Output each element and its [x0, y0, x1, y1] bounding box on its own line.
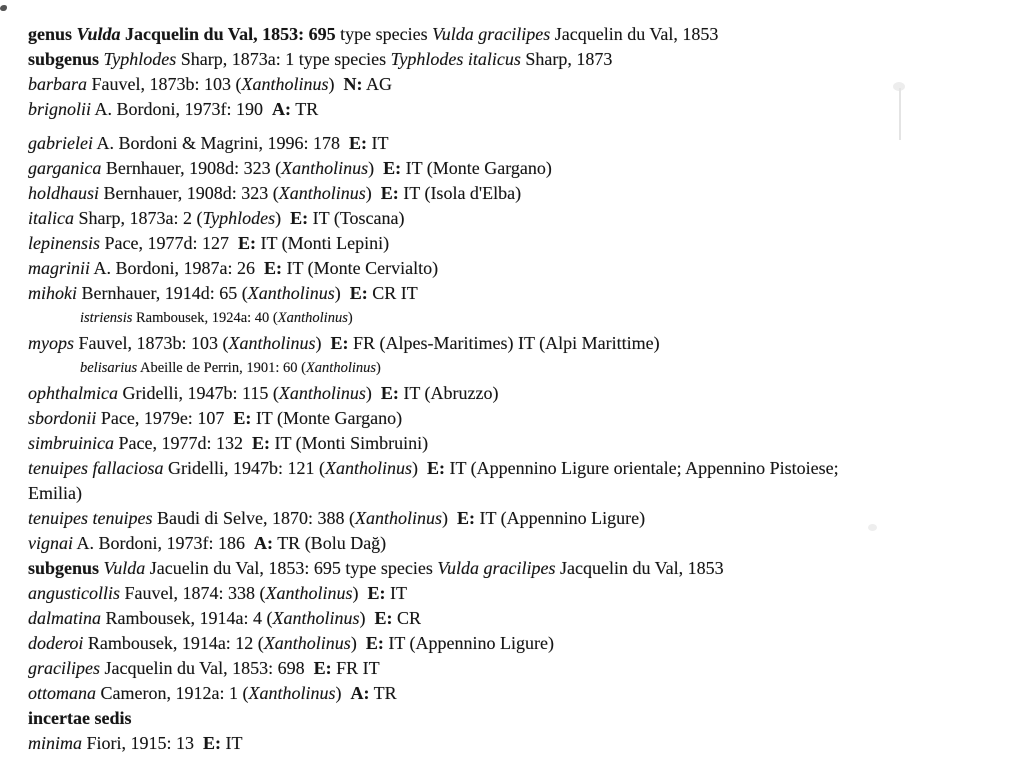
text-run: istriensis	[80, 310, 133, 326]
text-run: E:	[290, 208, 309, 228]
text-run: ottomana	[28, 683, 97, 703]
text-run: E:	[380, 183, 399, 203]
text-run: )	[350, 633, 366, 653]
text-run: magrinii	[28, 258, 91, 278]
text-run: Fauvel, 1873b: 103 (	[87, 74, 242, 94]
text-run: E:	[264, 258, 283, 278]
text-run: dalmatina	[28, 608, 102, 628]
text-run: )	[376, 360, 381, 376]
text-run: Pace, 1977d: 127	[100, 233, 238, 253]
text-run: TR (Bolu Dağ)	[273, 533, 387, 553]
text-run: tenuipes tenuipes	[28, 508, 153, 528]
text-run: angusticollis	[28, 583, 121, 603]
text-run: italica	[28, 208, 74, 228]
taxon-line-18	[28, 456, 1022, 481]
text-run: E:	[383, 158, 402, 178]
taxon-line-3	[28, 72, 1022, 97]
text-run: Typhlodes	[103, 49, 177, 69]
text-run: Fauvel, 1873b: 103 (	[74, 333, 229, 353]
text-run: Fauvel, 1874: 338 (	[120, 583, 266, 603]
text-run: IT (Monte Gargano)	[251, 408, 403, 428]
text-run: IT (Appennino Ligure orientale; Appennino Pistoiese;	[444, 458, 839, 478]
taxon-list	[28, 22, 1022, 756]
text-run: type species	[340, 24, 433, 44]
text-run: IT (Toscana)	[308, 208, 405, 228]
text-run: Rambousek, 1924a: 40 (	[132, 310, 278, 326]
text-run: Jacquelin du Val, 1853: 695	[120, 24, 341, 44]
text-run: E:	[367, 583, 386, 603]
text-run: Vulda	[103, 558, 146, 578]
text-run: Xantholinus	[277, 310, 348, 326]
text-run: subgenus	[28, 49, 104, 69]
text-run: mihoki	[28, 283, 77, 303]
text-run: E:	[330, 333, 349, 353]
text-run: Vulda	[76, 24, 121, 44]
document-page	[28, 22, 1022, 756]
text-run: )	[441, 508, 457, 528]
text-run: )	[365, 183, 381, 203]
text-run: Xantholinus	[241, 74, 329, 94]
text-run: Xantholinus	[248, 683, 336, 703]
text-run: )	[275, 208, 291, 228]
text-run: Cameron, 1912a: 1 (	[96, 683, 249, 703]
text-run: Xantholinus	[272, 608, 360, 628]
text-run: )	[352, 583, 368, 603]
text-run: IT (Appennino Ligure)	[383, 633, 554, 653]
text-run: Sharp, 1873	[520, 49, 613, 69]
text-run: Vulda gracilipes	[437, 558, 556, 578]
taxon-line-6	[28, 156, 1022, 181]
text-run: )	[328, 74, 344, 94]
text-run: CR IT	[367, 283, 418, 303]
text-run: Fiori, 1915: 13	[82, 733, 204, 753]
text-run: Jacquelin du Val, 1853: 698	[100, 658, 314, 678]
text-run: Bernhauer, 1908d: 323 (	[99, 183, 279, 203]
text-run: Sharp, 1873a: 2 (	[74, 208, 203, 228]
text-run: brignolii	[28, 99, 92, 119]
text-run: E:	[380, 383, 399, 403]
taxon-line-21	[28, 531, 1022, 556]
text-run: E:	[237, 233, 256, 253]
text-run: TR	[291, 99, 319, 119]
text-run: subgenus	[28, 558, 104, 578]
text-run: garganica	[28, 158, 102, 178]
text-run: A:	[254, 533, 274, 553]
taxon-line-2	[28, 47, 1022, 72]
text-run: AG	[362, 74, 393, 94]
taxon-line-24	[28, 606, 1022, 631]
text-run: Xantholinus	[247, 283, 335, 303]
text-run: Rambousek, 1914a: 12 (	[83, 633, 264, 653]
text-run: Jacuelin du Val, 1853: 695 type species	[145, 558, 438, 578]
taxon-line-4	[28, 97, 1022, 122]
taxon-line-12	[28, 306, 1022, 331]
text-run: Xantholinus	[263, 633, 351, 653]
text-run: IT (Appennino Ligure)	[474, 508, 646, 528]
text-run: )	[315, 333, 331, 353]
text-run: Bernhauer, 1914d: 65 (	[77, 283, 248, 303]
text-run: Xantholinus	[278, 383, 366, 403]
text-run: minima	[28, 733, 82, 753]
text-run: E:	[203, 733, 222, 753]
text-run: IT (Isola d'Elba)	[398, 183, 522, 203]
text-run: E:	[374, 608, 393, 628]
text-run: )	[347, 310, 353, 326]
text-run: Jacquelin du Val, 1853	[555, 558, 724, 578]
text-run: Vulda gracilipes	[432, 24, 551, 44]
text-run: E:	[233, 408, 252, 428]
text-run: Rambousek, 1914a: 4 (	[101, 608, 273, 628]
taxon-line-10	[28, 256, 1022, 281]
taxon-line-17	[28, 431, 1022, 456]
text-run: E:	[252, 433, 270, 453]
taxon-line-29	[28, 731, 1022, 756]
text-run: Xantholinus	[228, 333, 316, 353]
text-run: sbordonii	[28, 408, 97, 428]
text-run: )	[365, 383, 381, 403]
text-run: E:	[456, 508, 475, 528]
text-run: A:	[350, 683, 370, 703]
text-run: myops	[28, 333, 74, 353]
text-run: Typhlodes	[202, 208, 276, 228]
scan-speck-icon	[0, 5, 7, 11]
taxon-line-19	[28, 481, 1022, 506]
text-run: N:	[343, 74, 363, 94]
text-run: Jacquelin du Val, 1853	[550, 24, 719, 44]
text-run: lepinensis	[28, 233, 100, 253]
taxon-line-5	[28, 131, 1022, 156]
text-run: FR IT	[331, 658, 380, 678]
text-run: Xantholinus	[265, 583, 353, 603]
text-run: E:	[349, 283, 368, 303]
text-run: Typhlodes italicus	[390, 49, 521, 69]
text-run: IT (Monti Simbruini)	[270, 433, 429, 453]
text-run: holdhausi	[28, 183, 100, 203]
text-run: Abeille de Perrin, 1901: 60 (	[137, 360, 306, 376]
text-run: Gridelli, 1947b: 115 (	[118, 383, 279, 403]
taxon-line-13	[28, 331, 1022, 356]
text-run: )	[411, 458, 427, 478]
taxon-line-15	[28, 381, 1022, 406]
text-run: genus	[28, 24, 77, 44]
text-run: Bernhauer, 1908d: 323 (	[101, 158, 282, 178]
text-run: )	[359, 608, 375, 628]
text-run: Pace, 1979e: 107	[96, 408, 234, 428]
text-run: doderoi	[28, 633, 84, 653]
text-run: barbara	[28, 74, 88, 94]
text-run: incertae sedis	[28, 708, 132, 728]
taxon-line-20	[28, 506, 1022, 531]
taxon-line-26	[28, 656, 1022, 681]
text-run: Emilia)	[28, 483, 82, 503]
taxon-line-25	[28, 631, 1022, 656]
text-run: A. Bordoni & Magrini, 1996: 178	[93, 133, 349, 153]
text-run: E:	[349, 133, 367, 153]
text-run: E:	[426, 458, 445, 478]
text-run: Pace, 1977d: 132	[114, 433, 252, 453]
text-run: A. Bordoni, 1973f: 190	[91, 99, 273, 119]
text-run: A. Bordoni, 1987a: 26	[90, 258, 265, 278]
taxon-line-27	[28, 681, 1022, 706]
text-run: IT (Monte Gargano)	[401, 158, 552, 178]
text-run: CR	[392, 608, 422, 628]
text-run: IT (Monti Lepini)	[255, 233, 390, 253]
text-run: E:	[313, 658, 332, 678]
text-run: IT (Abruzzo)	[398, 383, 499, 403]
taxon-line-7	[28, 181, 1022, 206]
text-run: Xantholinus	[281, 158, 369, 178]
text-run: tenuipes fallaciosa	[28, 458, 164, 478]
taxon-line-9	[28, 231, 1022, 256]
text-run: TR	[369, 683, 397, 703]
text-run: Sharp, 1873a: 1 type species	[176, 49, 391, 69]
taxon-line-22	[28, 556, 1022, 581]
text-run: gracilipes	[28, 658, 100, 678]
text-run: IT	[367, 133, 389, 153]
text-run: FR (Alpes-Maritimes) IT (Alpi Marittime)	[348, 333, 660, 353]
text-run: )	[335, 683, 351, 703]
text-run: Xantholinus	[354, 508, 442, 528]
text-run: IT	[221, 733, 243, 753]
taxon-line-1	[28, 22, 1022, 47]
text-run: simbruinica	[28, 433, 115, 453]
text-run: Gridelli, 1947b: 121 (	[163, 458, 325, 478]
taxon-line-14	[28, 356, 1022, 381]
taxon-line-11	[28, 281, 1022, 306]
text-run: Baudi di Selve, 1870: 388 (	[152, 508, 355, 528]
taxon-line-23	[28, 581, 1022, 606]
text-run: Xantholinus	[278, 183, 366, 203]
taxon-line-28	[28, 706, 1022, 731]
text-run: belisarius	[80, 360, 138, 376]
text-run: A:	[272, 99, 292, 119]
text-run: )	[334, 283, 350, 303]
text-run: ophthalmica	[28, 383, 118, 403]
text-run: IT (Monte Cervialto)	[282, 258, 439, 278]
text-run: E:	[365, 633, 384, 653]
text-run: Xantholinus	[324, 458, 412, 478]
text-run: )	[368, 158, 384, 178]
text-run: gabrielei	[28, 133, 93, 153]
text-run: Xantholinus	[305, 360, 377, 376]
taxon-line-8	[28, 206, 1022, 231]
text-run: A. Bordoni, 1973f: 186	[73, 533, 255, 553]
text-run: IT	[385, 583, 408, 603]
taxon-line-16	[28, 406, 1022, 431]
text-run: vignai	[28, 533, 73, 553]
